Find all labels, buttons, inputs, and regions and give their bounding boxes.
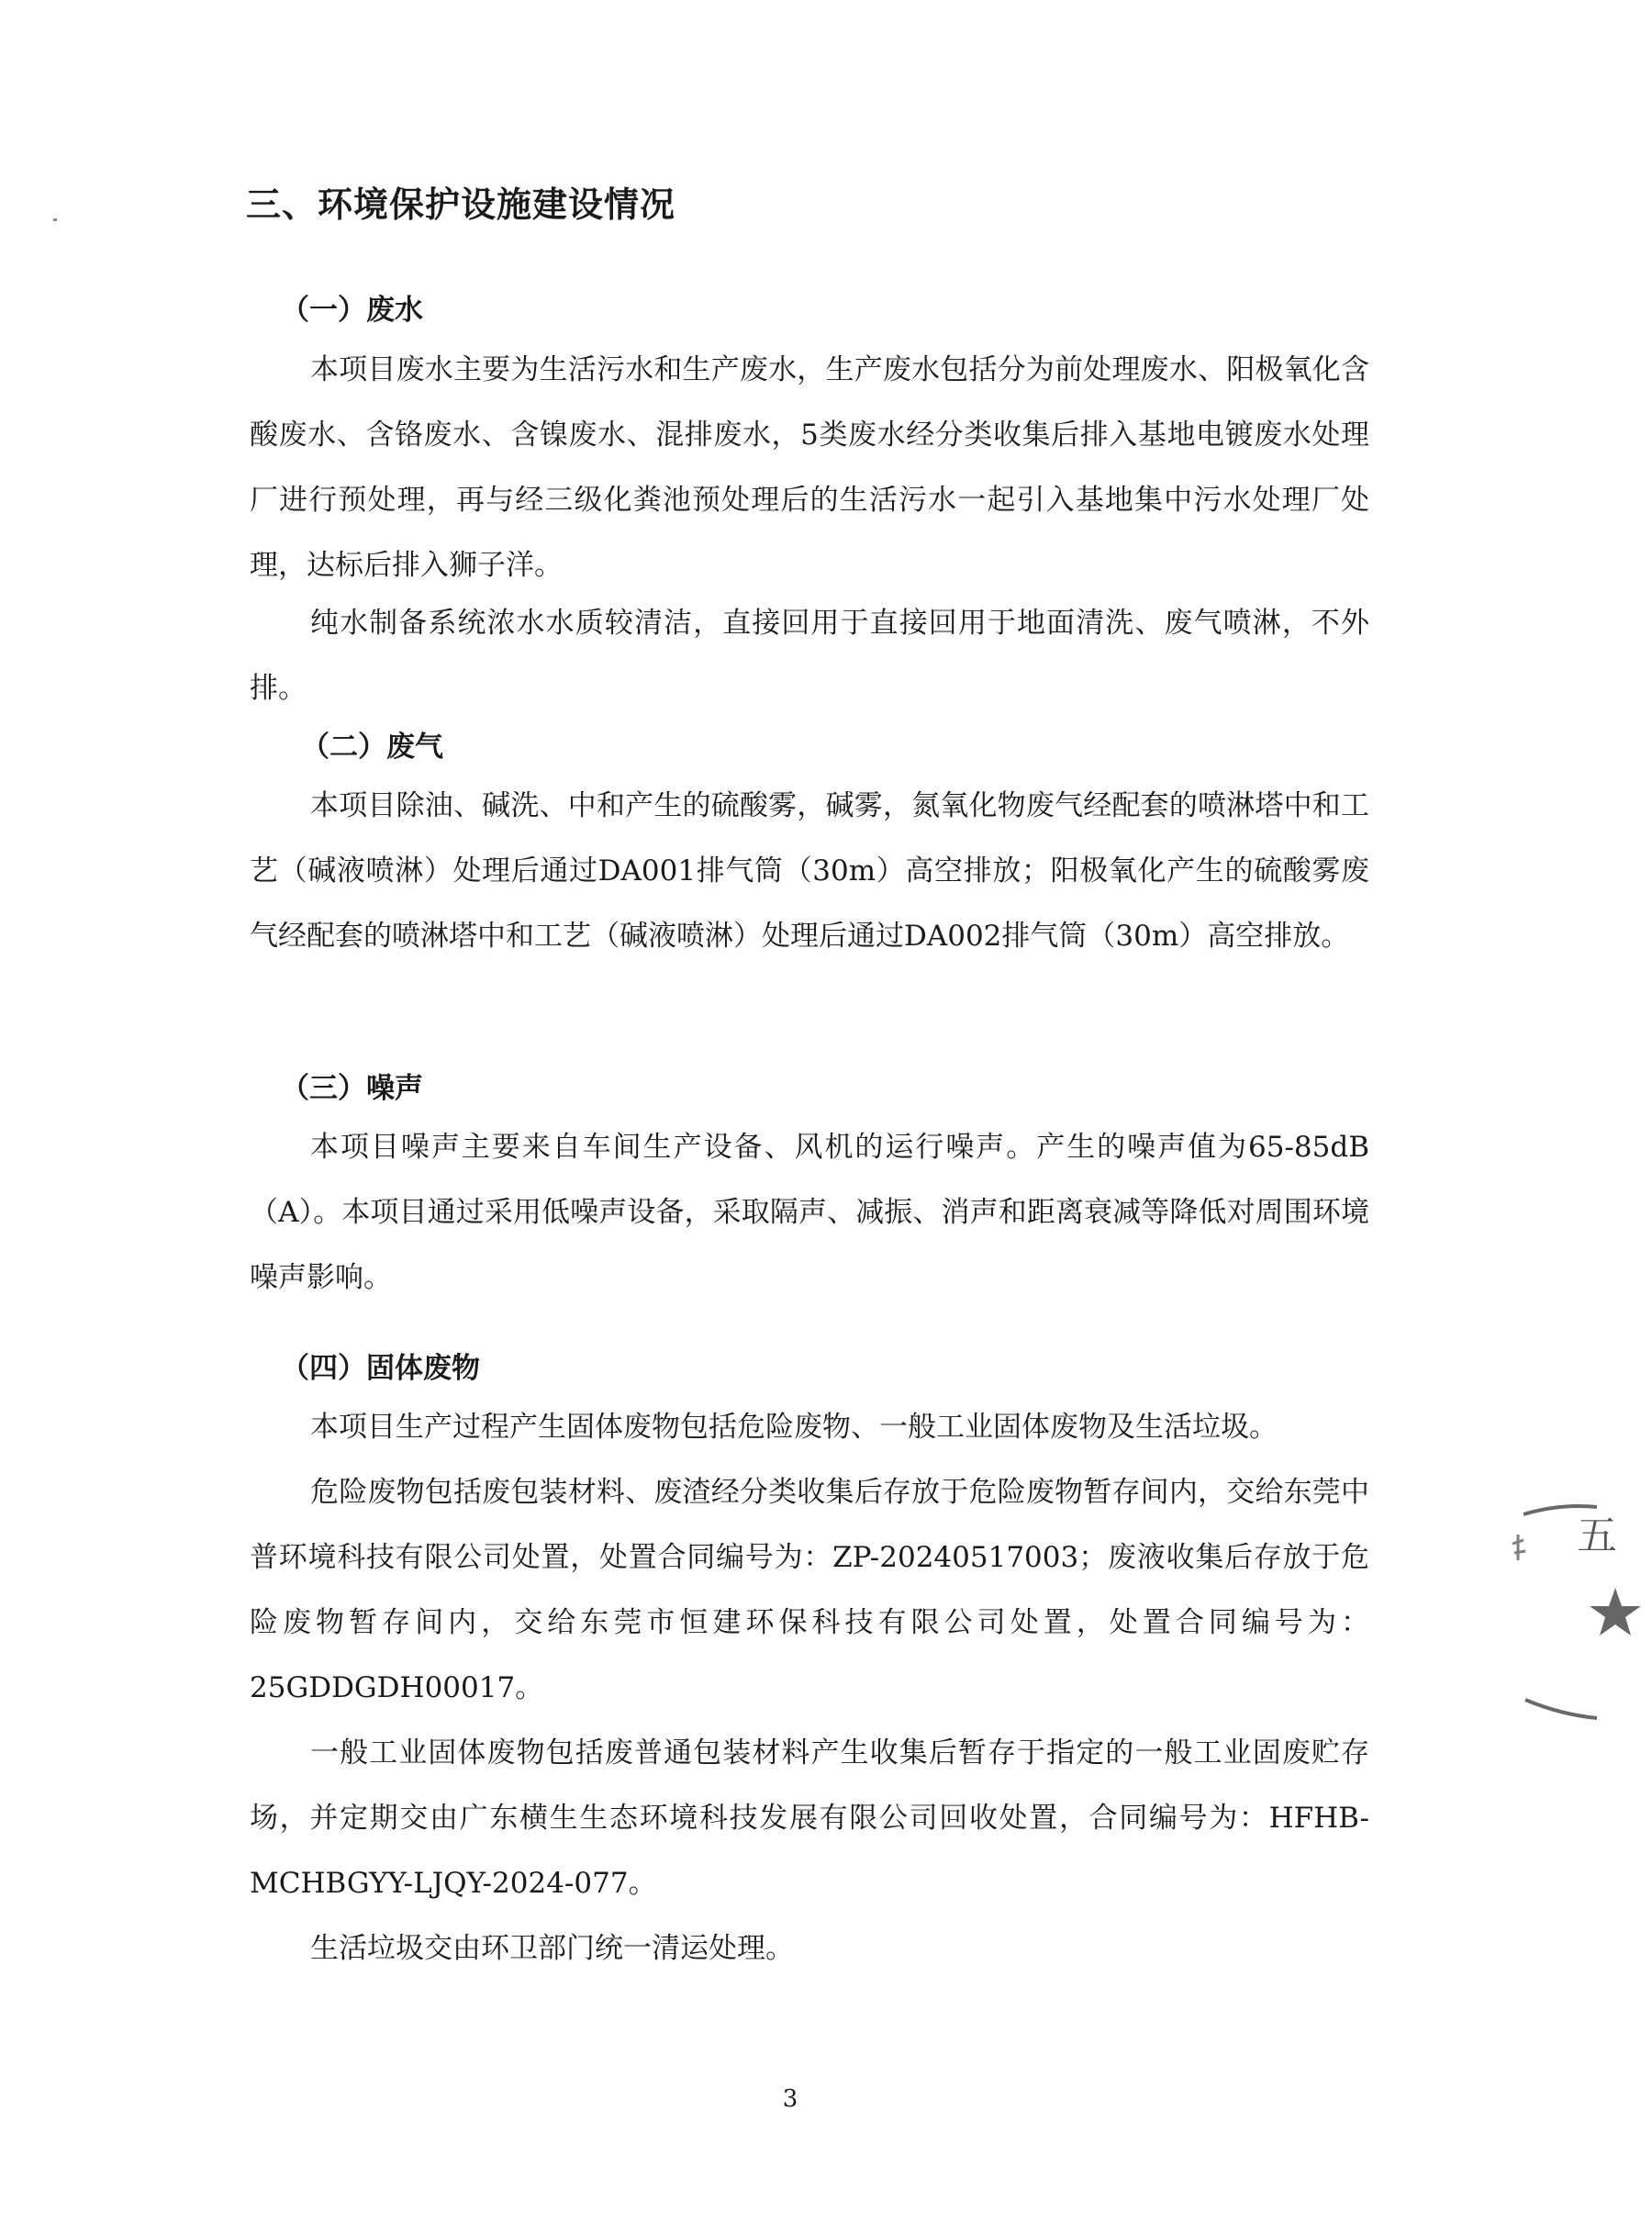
section-heading-noise: （三）噪声 <box>281 1072 423 1105</box>
section-heading-exhaust-gas: （二）废气 <box>301 731 443 764</box>
paragraph-noise-1: 本项目噪声主要来自车间生产设备、风机的运行噪声。产生的噪声值为65-85dB（A）。本项目通过采用低噪声设备，采取隔声、减振、消声和距离衰减等降低对周围环境噪声影响。 <box>250 1131 1369 1294</box>
paragraph-solid-waste-2: 危险废物包括废包装材料、废渣经分类收集后存放于危险废物暂存间内，交给东莞中普环境科技有限公司处置，处置合同编号为：ZP-20240517003；废液收集后存放于危险废物暂存间内，交给东莞市恒建环保科技有限公司处置，处置合同编号为：25GDDGDH00017。 <box>250 1476 1369 1704</box>
paragraph-solid-waste-1: 本项目生产过程产生固体废物包括危险废物、一般工业固体废物及生活垃圾。 <box>310 1411 1278 1444</box>
section-heading-solid-waste: （四）固体废物 <box>281 1352 480 1385</box>
section-heading-wastewater: （一）废水 <box>281 294 423 327</box>
paragraph-wastewater-1: 本项目废水主要为生活污水和生产废水，生产废水包括分为前处理废水、阳极氧化含酸废水、含铬废水、含镍废水、混排废水，5类废水经分类收集后排入基地电镀废水处理厂进行预处理，再与经三级化粪池预处理后的生活污水一起引入基地集中污水处理厂处理，达标后排入狮子洋。 <box>250 353 1369 582</box>
official-seal-stamp <box>1505 1487 1652 1762</box>
seal-character: 五 <box>1577 1513 1617 1559</box>
paragraph-solid-waste-4: 生活垃圾交由环卫部门统一清运处理。 <box>310 1932 794 1965</box>
page-number: 3 <box>782 2085 798 2113</box>
paragraph-exhaust-gas-1: 本项目除油、碱洗、中和产生的硫酸雾，碱雾，氮氧化物废气经配套的喷淋塔中和工艺（碱液喷淋）处理后通过DA001排气筒（30m）高空排放；阳极氧化产生的硫酸雾废气经配套的喷淋塔中和工艺（碱液喷淋）处理后通过DA002排气筒（30m）高空排放。 <box>250 789 1369 953</box>
seal-star-icon <box>1590 1588 1641 1636</box>
page-title: 三、环境保护设施建设情况 <box>246 184 676 225</box>
scan-mark <box>53 218 57 221</box>
paragraph-wastewater-2: 纯水制备系统浓水水质较清洁，直接回用于直接回用于地面清洗、废气喷淋，不外排。 <box>250 607 1369 705</box>
paragraph-solid-waste-3: 一般工业固体废物包括废普通包装材料产生收集后暂存于指定的一般工业固废贮存场，并定期交由广东横生生态环境科技发展有限公司回收处置，合同编号为：HFHB-MCHBGYY-LJQY-2024-077。 <box>250 1736 1369 1900</box>
